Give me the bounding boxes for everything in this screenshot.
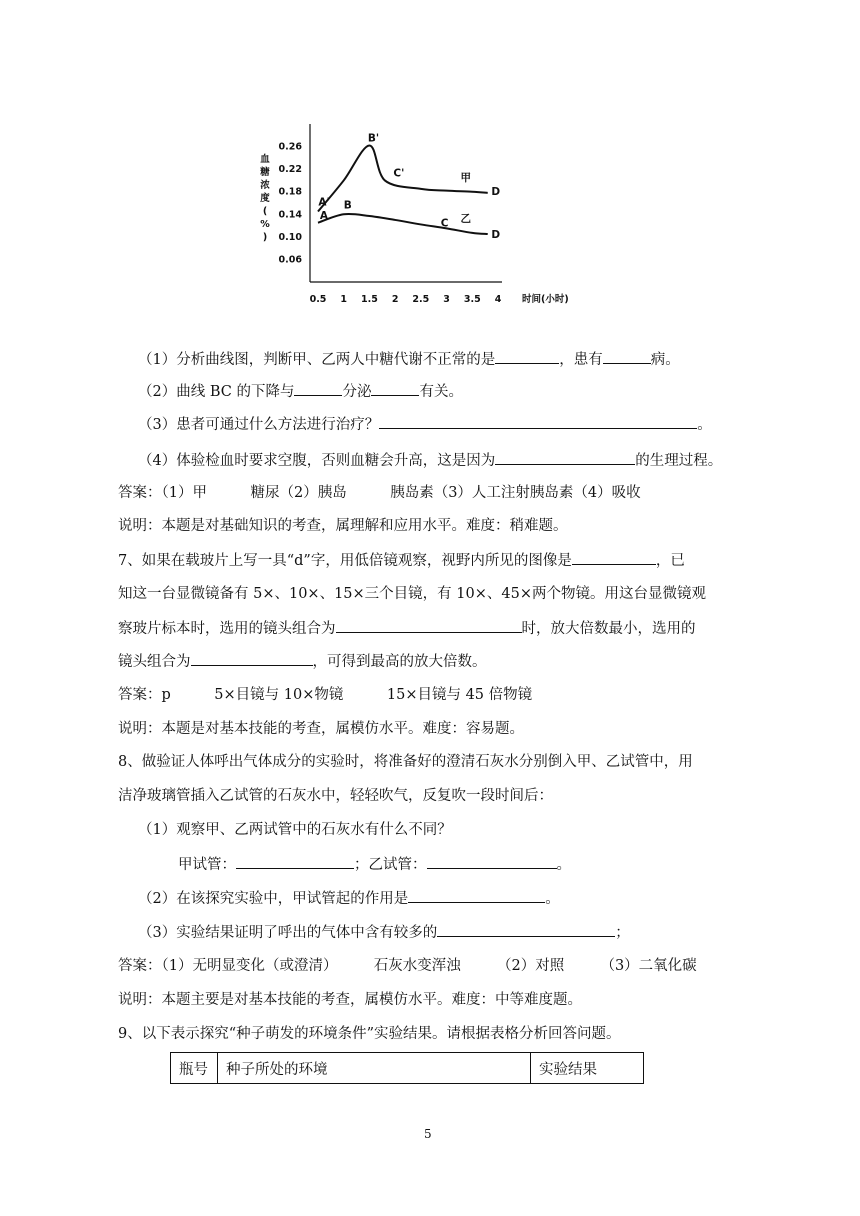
y-axis-label-char: ( xyxy=(262,206,268,217)
x-tick-label: 2 xyxy=(391,294,399,305)
header-environment: 种子所处的环境 xyxy=(218,1053,531,1084)
q8-2-text2: 。 xyxy=(545,891,560,907)
q6-1-line xyxy=(138,349,680,370)
q8-1-text2: ；乙试管： xyxy=(354,857,427,873)
q8-1-text: 甲试管： xyxy=(178,857,236,873)
point-label: B' xyxy=(367,132,380,145)
answer-blank[interactable] xyxy=(371,381,419,396)
q6-1-text3: 病。 xyxy=(650,352,680,368)
q8-2-text: （2）在该探究实验中，甲试管起的作用是 xyxy=(138,891,409,907)
answer-blank[interactable] xyxy=(294,381,342,396)
x-tick-label: 1 xyxy=(340,294,348,305)
y-axis-label-char: 糖 xyxy=(260,167,270,178)
q8-line-1: 8、做验证人体呼出气体成分的实验时，将准备好的澄清石灰水分别倒入甲、乙试管中，用 xyxy=(118,754,693,770)
y-axis-label-char: ) xyxy=(262,232,268,243)
q6-4-text: （4）体验检血时要求空腹，否则血糖会升高，这是因为 xyxy=(138,453,496,469)
q8-3-text2: ； xyxy=(615,925,630,941)
q6-2-text2: 分泌 xyxy=(342,384,372,400)
y-tick-label: 0.22 xyxy=(278,164,302,176)
q8-1-text3: 。 xyxy=(556,857,571,873)
explanation-7: 说明：本题是对基本技能的考查，属模仿水平。难度：容易题。 xyxy=(118,721,524,737)
answer-blank[interactable] xyxy=(191,651,313,666)
answer-6: 答案：（1）甲 糖尿（2）胰岛 胰岛素（3）人工注射胰岛素（4）吸收 xyxy=(118,485,641,501)
header-bottle-no: 瓶号 xyxy=(171,1053,218,1084)
x-axis-label: 时间(小时) xyxy=(522,294,569,305)
q7-text2: ，已 xyxy=(655,553,685,569)
y-axis-label-char: 度 xyxy=(260,193,270,204)
point-label: A' xyxy=(318,196,330,209)
answer-8: 答案：（1）无明显变化（或澄清） 石灰水变浑浊 （2）对照 （3）二氧化碳 xyxy=(118,958,697,974)
page-number: 5 xyxy=(424,1127,432,1141)
q7-text3: 察玻片标本时，选用的镜头组合为 xyxy=(118,621,336,637)
q8-1-answer-line xyxy=(178,854,571,875)
q8-3-line xyxy=(138,922,630,943)
q7-line-2: 知这一台显微镜备有 5×、10×、15×三个目镜，有 10×、45×两个物镜。用这台显微镜观 xyxy=(118,586,706,602)
q6-1-text2: ，患有 xyxy=(559,352,603,368)
y-tick-label: 0.18 xyxy=(278,186,302,198)
answer-blank[interactable] xyxy=(495,450,635,465)
answer-7: 答案：p 5×目镜与 10×物镜 15×目镜与 45 倍物镜 xyxy=(118,687,533,703)
q6-2-text3: 有关。 xyxy=(419,384,463,400)
x-tick-label: 4 xyxy=(494,294,502,305)
point-label: C' xyxy=(393,167,405,180)
answer-blank[interactable] xyxy=(336,618,522,633)
answer-blank[interactable] xyxy=(603,349,651,364)
q7-line-4 xyxy=(118,651,487,672)
x-tick-label: 2.5 xyxy=(412,294,430,305)
q6-1-text: （1）分析曲线图，判断甲、乙两人中糖代谢不正常的是 xyxy=(138,352,496,368)
x-tick-label: 1.5 xyxy=(361,294,378,305)
q7-text4: 时，放大倍数最小，选用的 xyxy=(521,621,696,637)
y-axis-label-char: % xyxy=(260,219,270,230)
x-tick-label: 0.5 xyxy=(309,294,327,305)
answer-blank[interactable] xyxy=(236,854,354,869)
q7-line-3 xyxy=(118,618,696,639)
answer-blank[interactable] xyxy=(379,414,697,429)
q8-2-line xyxy=(138,888,560,909)
answer-blank[interactable] xyxy=(572,550,656,565)
seed-germination-table xyxy=(170,1052,644,1084)
answer-blank[interactable] xyxy=(427,854,557,869)
q7-text6: ，可得到最高的放大倍数。 xyxy=(312,654,487,670)
y-tick-label: 0.10 xyxy=(278,231,302,243)
explanation-8: 说明：本题主要是对基本技能的考查，属模仿水平。难度：中等难度题。 xyxy=(118,992,582,1008)
y-axis-label-char: 浓 xyxy=(260,180,270,191)
blood-sugar-chart xyxy=(250,112,600,312)
q6-3-text2: 。 xyxy=(697,417,712,433)
x-tick-label: 3.5 xyxy=(463,294,481,305)
series-name-label: 乙 xyxy=(460,213,471,226)
answer-blank[interactable] xyxy=(437,922,615,937)
q8-1-line: （1）观察甲、乙两试管中的石灰水有什么不同？ xyxy=(138,822,452,838)
point-label: B xyxy=(343,199,352,212)
q6-3-line xyxy=(138,414,712,435)
header-result: 实验结果 xyxy=(531,1053,644,1084)
q6-4-line xyxy=(138,450,722,471)
q7-text: 7、如果在载玻片上写一具“d”字，用低倍镜观察，视野内所见的图像是 xyxy=(118,553,572,569)
q6-2-text: （2）曲线 BC 的下降与 xyxy=(138,384,295,400)
q9-line: 9、以下表示探究“种子萌发的环境条件”实验结果。请根据表格分析回答问题。 xyxy=(118,1026,621,1042)
answer-blank[interactable] xyxy=(408,888,545,903)
answer-blank[interactable] xyxy=(495,349,559,364)
q8-3-text: （3）实验结果证明了呼出的气体中含有较多的 xyxy=(138,925,438,941)
point-label: A xyxy=(319,209,329,222)
q7-text5: 镜头组合为 xyxy=(118,654,191,670)
q6-2-line xyxy=(138,381,463,402)
y-axis-label-char: 血 xyxy=(260,154,270,165)
y-tick-label: 0.06 xyxy=(278,254,302,266)
explanation-6: 说明：本题是对基础知识的考查，属理解和应用水平。难度：稍难题。 xyxy=(118,518,568,534)
q8-line-2: 洁净玻璃管插入乙试管的石灰水中，轻轻吹气，反复吹一段时间后： xyxy=(118,788,553,804)
point-label: C xyxy=(440,217,449,230)
y-tick-label: 0.14 xyxy=(278,209,302,221)
table-header-row xyxy=(171,1053,644,1084)
point-label: D xyxy=(491,185,501,198)
series-name-label: 甲 xyxy=(460,171,471,184)
q6-3-text: （3）患者可通过什么方法进行治疗？ xyxy=(138,417,380,433)
y-tick-label: 0.26 xyxy=(278,141,302,153)
q7-line-1 xyxy=(118,550,685,571)
q6-4-text2: 的生理过程。 xyxy=(635,453,723,469)
point-label: D xyxy=(491,229,501,242)
x-tick-label: 3 xyxy=(443,294,450,305)
